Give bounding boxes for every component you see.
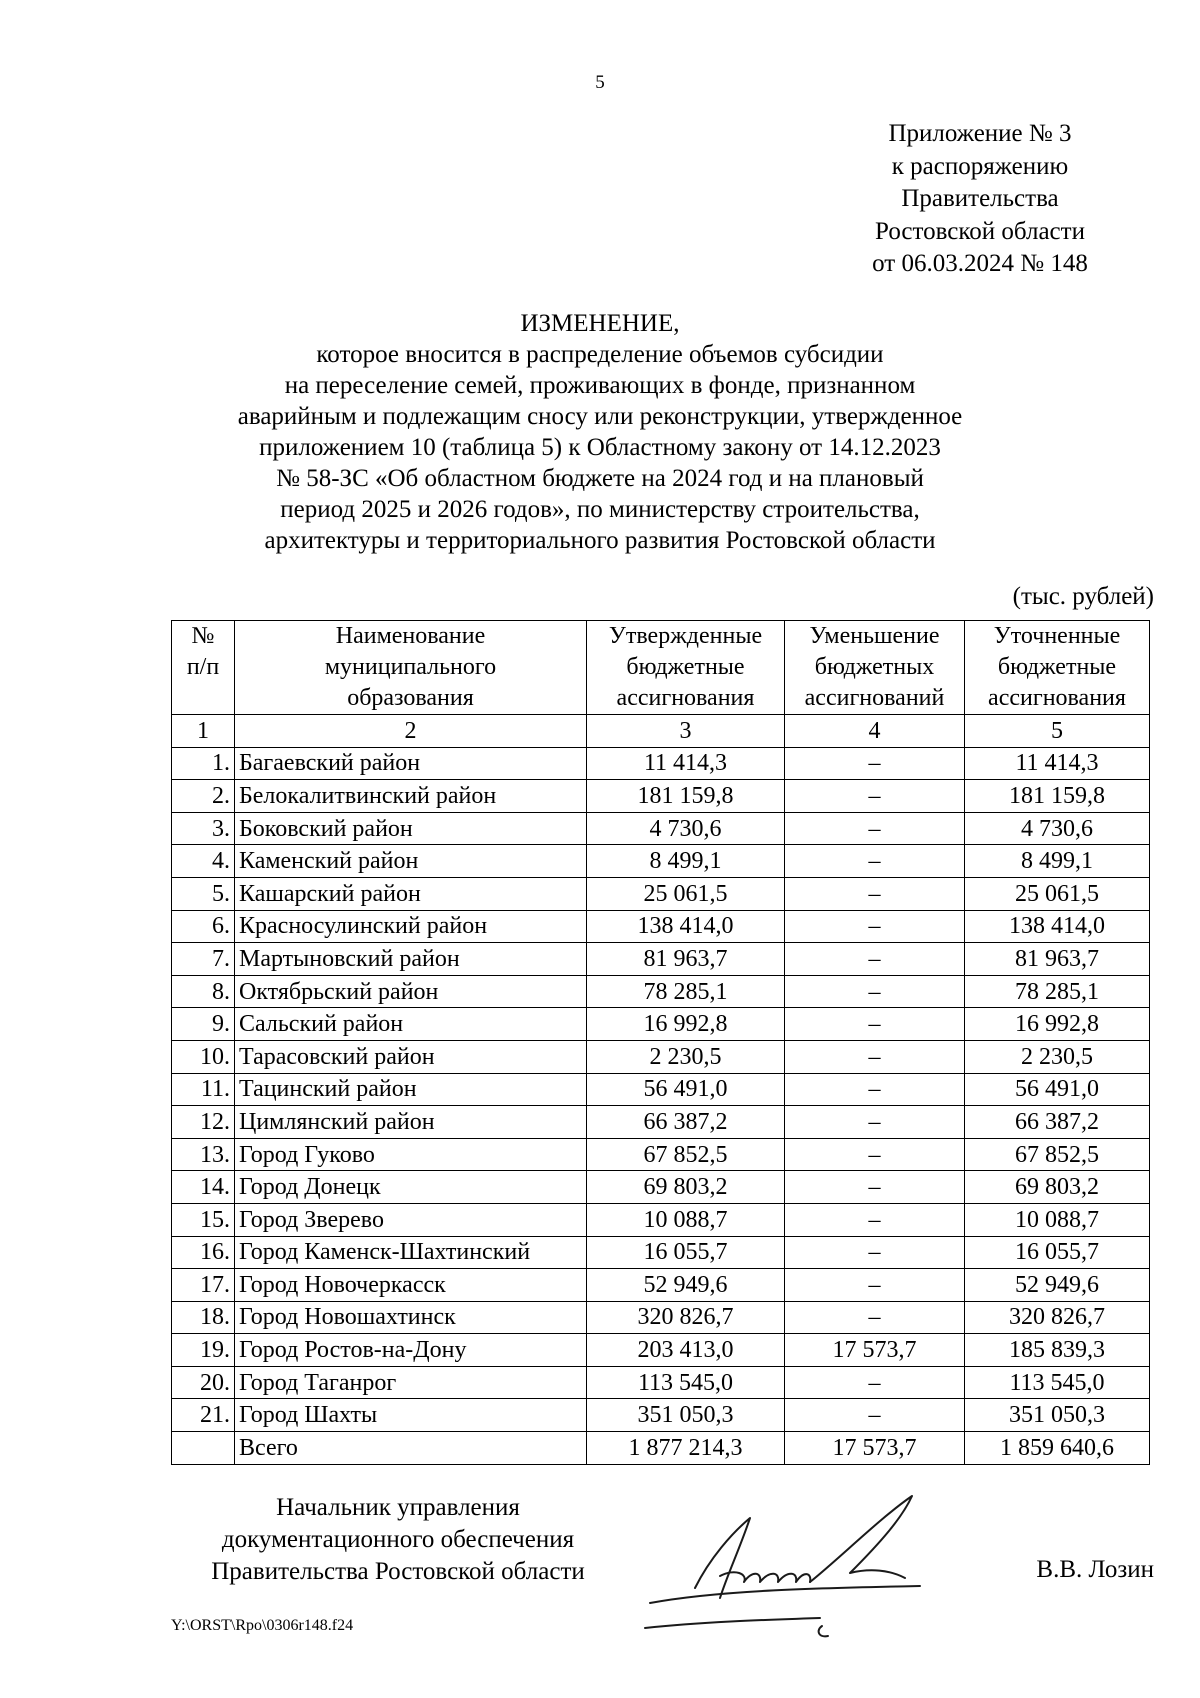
decrease-value: – [785, 910, 965, 943]
decrease-value: – [785, 812, 965, 845]
decrease-value: – [785, 1106, 965, 1139]
file-path: Y:\ORST\Rpo\0306r148.f24 [171, 1617, 354, 1634]
row-number: 16. [172, 1236, 235, 1269]
approved-value: 8 499,1 [587, 845, 785, 878]
table-row [172, 1203, 1150, 1236]
municipality-name: Город Гуково [235, 1138, 587, 1171]
decrease-value: – [785, 747, 965, 780]
header-approved [587, 621, 785, 715]
position-line: Начальник управления [276, 1494, 520, 1521]
refined-value: 351 050,3 [965, 1399, 1150, 1432]
table-row [172, 747, 1150, 780]
municipality-name: Город Ростов-на-Дону [235, 1334, 587, 1367]
decrease-value: – [785, 1269, 965, 1302]
decrease-value: – [785, 1008, 965, 1041]
header-municipality [235, 621, 587, 715]
row-number: 18. [172, 1301, 235, 1334]
approved-value: 78 285,1 [587, 975, 785, 1008]
title-line: архитектуры и территориального развития Ростовской области [264, 527, 936, 554]
approved-value: 66 387,2 [587, 1106, 785, 1139]
municipality-name: Город Новошахтинск [235, 1301, 587, 1334]
column-number: 4 [785, 715, 965, 748]
signatory-position [168, 1492, 628, 1588]
refined-value: 67 852,5 [965, 1138, 1150, 1171]
header-line: ассигнований [804, 685, 945, 711]
header-refined [965, 621, 1150, 715]
column-number: 2 [235, 715, 587, 748]
municipality-name: Кашарский район [235, 877, 587, 910]
annex-block [830, 118, 1130, 281]
row-number: 11. [172, 1073, 235, 1106]
signatory-name: В.В. Лозин [1036, 1556, 1154, 1583]
decrease-value: – [785, 845, 965, 878]
header-line: ассигнования [988, 685, 1126, 711]
refined-value: 320 826,7 [965, 1301, 1150, 1334]
header-line: бюджетных [814, 654, 935, 680]
approved-value: 11 414,3 [587, 747, 785, 780]
municipality-name: Город Донецк [235, 1171, 587, 1204]
row-number: 8. [172, 975, 235, 1008]
refined-value: 56 491,0 [965, 1073, 1150, 1106]
refined-value: 10 088,7 [965, 1203, 1150, 1236]
row-number: 6. [172, 910, 235, 943]
table-row [172, 1040, 1150, 1073]
annex-line: Ростовской области [875, 217, 1085, 245]
total-row [172, 1432, 1150, 1465]
decrease-value: 17 573,7 [785, 1334, 965, 1367]
table-row [172, 1269, 1150, 1302]
municipality-name: Город Зверево [235, 1203, 587, 1236]
refined-value: 16 055,7 [965, 1236, 1150, 1269]
approved-value: 52 949,6 [587, 1269, 785, 1302]
row-number: 12. [172, 1106, 235, 1139]
page-number: 5 [595, 72, 605, 93]
refined-value: 52 949,6 [965, 1269, 1150, 1302]
approved-value: 69 803,2 [587, 1171, 785, 1204]
table-row [172, 1366, 1150, 1399]
approved-value: 10 088,7 [587, 1203, 785, 1236]
approved-value: 1 877 214,3 [587, 1432, 785, 1465]
row-number: 20. [172, 1366, 235, 1399]
refined-value: 78 285,1 [965, 975, 1150, 1008]
municipality-name: Каменский район [235, 845, 587, 878]
refined-value: 8 499,1 [965, 845, 1150, 878]
header-line: Утвержденные [608, 623, 763, 649]
approved-value: 81 963,7 [587, 943, 785, 976]
annex-line: Приложение № 3 [888, 120, 1072, 147]
table-row [172, 1399, 1150, 1432]
municipality-name: Белокалитвинский район [235, 780, 587, 813]
table-row [172, 1301, 1150, 1334]
annex-line: от 06.03.2024 № 148 [872, 250, 1088, 277]
position-line: документационного обеспечения [221, 1526, 575, 1553]
row-number: 13. [172, 1138, 235, 1171]
refined-value: 66 387,2 [965, 1106, 1150, 1139]
municipality-name: Сальский район [235, 1008, 587, 1041]
header-line: ассигнования [616, 685, 755, 711]
column-number: 5 [965, 715, 1150, 748]
table-row [172, 1236, 1150, 1269]
row-number: 2. [172, 780, 235, 813]
row-number: 9. [172, 1008, 235, 1041]
municipality-name: Город Новочеркасск [235, 1269, 587, 1302]
title-line: № 58-ЗС «Об областном бюджете на 2024 год и на плановый [276, 465, 924, 492]
header-number [172, 621, 235, 715]
decrease-value: – [785, 975, 965, 1008]
table-row [172, 1138, 1150, 1171]
title-line: приложением 10 (таблица 5) к Областному закону от 14.12.2023 [259, 434, 941, 461]
table-row [172, 943, 1150, 976]
title-line: аварийным и подлежащим сносу или реконструкции, утвержденное [237, 403, 963, 430]
refined-value: 25 061,5 [965, 877, 1150, 910]
header-line: п/п [186, 654, 220, 680]
refined-value: 11 414,3 [965, 747, 1150, 780]
decrease-value: – [785, 877, 965, 910]
document-title [100, 308, 1100, 556]
header-decrease [785, 621, 965, 715]
row-number: 21. [172, 1399, 235, 1432]
row-number: 4. [172, 845, 235, 878]
table-row [172, 1334, 1150, 1367]
municipality-name: Октябрьский район [235, 975, 587, 1008]
row-number [172, 1432, 235, 1465]
decrease-value: – [785, 1203, 965, 1236]
subsidy-table [171, 620, 1150, 1465]
position-line: Правительства Ростовской области [211, 1558, 585, 1585]
table-row [172, 975, 1150, 1008]
refined-value: 113 545,0 [965, 1366, 1150, 1399]
table-row [172, 1008, 1150, 1041]
row-number: 17. [172, 1269, 235, 1302]
column-number: 3 [587, 715, 785, 748]
refined-value: 2 230,5 [965, 1040, 1150, 1073]
header-line: Наименование [335, 623, 486, 649]
refined-value: 1 859 640,6 [965, 1432, 1150, 1465]
header-line: муниципального [324, 654, 497, 680]
decrease-value: – [785, 1366, 965, 1399]
municipality-name: Всего [235, 1432, 587, 1465]
approved-value: 138 414,0 [587, 910, 785, 943]
approved-value: 113 545,0 [587, 1366, 785, 1399]
refined-value: 138 414,0 [965, 910, 1150, 943]
header-line: № [191, 623, 215, 649]
approved-value: 16 992,8 [587, 1008, 785, 1041]
header-line: бюджетные [626, 654, 745, 680]
header-line: Уточненные [993, 623, 1121, 649]
table-row [172, 910, 1150, 943]
table-row [172, 877, 1150, 910]
table-row [172, 780, 1150, 813]
decrease-value: – [785, 1301, 965, 1334]
refined-value: 4 730,6 [965, 812, 1150, 845]
table-row [172, 1073, 1150, 1106]
annex-line: к распоряжению [891, 152, 1069, 180]
approved-value: 4 730,6 [587, 812, 785, 845]
refined-value: 181 159,8 [965, 780, 1150, 813]
refined-value: 69 803,2 [965, 1171, 1150, 1204]
decrease-value: – [785, 1171, 965, 1204]
table-row [172, 812, 1150, 845]
row-number: 14. [172, 1171, 235, 1204]
table-header-row [172, 621, 1150, 715]
annex-line: Правительства [901, 185, 1059, 212]
refined-value: 185 839,3 [965, 1334, 1150, 1367]
title-line: которое вносится в распределение объемов субсидии [316, 341, 884, 368]
title-line: период 2025 и 2026 годов», по министерству строительства, [280, 496, 920, 523]
approved-value: 16 055,7 [587, 1236, 785, 1269]
approved-value: 2 230,5 [587, 1040, 785, 1073]
municipality-name: Тацинский район [235, 1073, 587, 1106]
approved-value: 203 413,0 [587, 1334, 785, 1367]
approved-value: 320 826,7 [587, 1301, 785, 1334]
approved-value: 181 159,8 [587, 780, 785, 813]
header-line: бюджетные [997, 654, 1117, 680]
row-number: 5. [172, 877, 235, 910]
column-number-row [172, 715, 1150, 748]
header-line: образования [347, 685, 474, 711]
approved-value: 67 852,5 [587, 1138, 785, 1171]
municipality-name: Багаевский район [235, 747, 587, 780]
municipality-name: Тарасовский район [235, 1040, 587, 1073]
row-number: 1. [172, 747, 235, 780]
header-line: Уменьшение [809, 623, 940, 649]
table-row [172, 1171, 1150, 1204]
refined-value: 81 963,7 [965, 943, 1150, 976]
decrease-value: – [785, 780, 965, 813]
decrease-value: – [785, 1073, 965, 1106]
row-number: 7. [172, 943, 235, 976]
municipality-name: Красносулинский район [235, 910, 587, 943]
decrease-value: 17 573,7 [785, 1432, 965, 1465]
row-number: 19. [172, 1334, 235, 1367]
decrease-value: – [785, 1040, 965, 1073]
decrease-value: – [785, 1138, 965, 1171]
municipality-name: Город Таганрог [235, 1366, 587, 1399]
approved-value: 351 050,3 [587, 1399, 785, 1432]
decrease-value: – [785, 1399, 965, 1432]
municipality-name: Город Шахты [235, 1399, 587, 1432]
decrease-value: – [785, 1236, 965, 1269]
row-number: 3. [172, 812, 235, 845]
refined-value: 16 992,8 [965, 1008, 1150, 1041]
title-line: на переселение семей, проживающих в фонде, признанном [284, 372, 916, 399]
units-label: (тыс. рублей) [1012, 583, 1154, 610]
column-number: 1 [172, 715, 235, 748]
municipality-name: Цимлянский район [235, 1106, 587, 1139]
handwritten-signature [640, 1478, 1020, 1648]
table-row [172, 845, 1150, 878]
municipality-name: Мартыновский район [235, 943, 587, 976]
row-number: 10. [172, 1040, 235, 1073]
table-row [172, 1106, 1150, 1139]
approved-value: 25 061,5 [587, 877, 785, 910]
decrease-value: – [785, 943, 965, 976]
title-heading: ИЗМЕНЕНИЕ, [520, 310, 680, 337]
municipality-name: Город Каменск-Шахтинский [235, 1236, 587, 1269]
municipality-name: Боковский район [235, 812, 587, 845]
approved-value: 56 491,0 [587, 1073, 785, 1106]
row-number: 15. [172, 1203, 235, 1236]
